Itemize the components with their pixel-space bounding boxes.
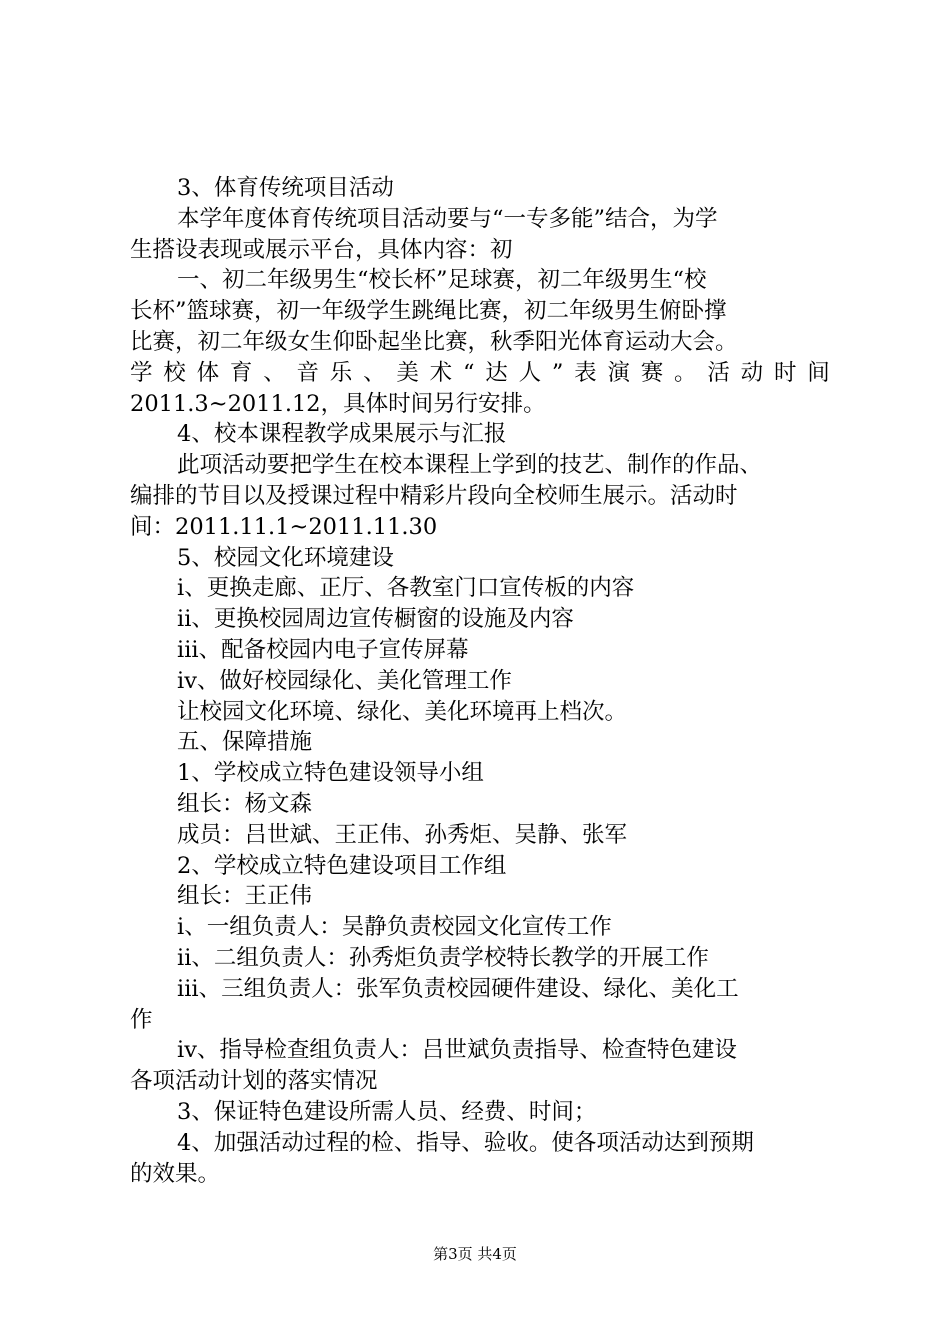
document-body: [130, 173, 830, 1189]
text-line: 成员：吕世斌、王正伟、孙秀炬、吴静、张军: [177, 821, 628, 848]
text-line: 3、保证特色建设所需人员、经费、时间；: [177, 1098, 597, 1125]
text-line: i、更换走廊、正厅、各教室门口宣传板的内容: [177, 575, 635, 602]
text-line: 生搭设表现或展示平台，具体内容：初: [130, 236, 513, 263]
text-line: iv、做好校园绿化、美化管理工作: [177, 667, 512, 694]
text-line: iv、指导检查组负责人：吕世斌负责指导、检查特色建设: [177, 1037, 737, 1064]
text-line: 3、体育传统项目活动: [177, 175, 394, 201]
text-line: 长杯”篮球赛，初一年级学生跳绳比赛，初二年级男生俯卧撑: [130, 298, 727, 325]
text-line: 的效果。: [130, 1160, 221, 1187]
text-line: 组长：王正伟: [177, 883, 313, 910]
text-line: 2、学校成立特色建设项目工作组: [177, 852, 507, 879]
text-line: 4、校本课程教学成果展示与汇报: [177, 421, 507, 448]
page-footer: 第3页 共4页: [433, 1245, 517, 1263]
text-line: 此项活动要把学生在校本课程上学到的技艺、制作的作品、: [177, 452, 763, 479]
text-line: 组长：杨文森: [177, 790, 313, 817]
text-line: 各项活动计划的落实情况: [130, 1068, 378, 1095]
text-line: 编排的节目以及授课过程中精彩片段向全校师生展示。活动时: [130, 482, 738, 509]
text-line: 让校园文化环境、绿化、美化环境再上档次。: [177, 698, 628, 725]
text-line: 5、校园文化环境建设: [177, 544, 394, 571]
text-line: iii、配备校园内电子宣传屏幕: [177, 636, 469, 663]
text-line: 间：2011.11.1~2011.11.30: [130, 513, 438, 540]
text-line: 一、初二年级男生“校长杯”足球赛，初二年级男生“校: [177, 267, 707, 294]
text-line: ii、二组负责人：孙秀炬负责学校特长教学的开展工作: [177, 944, 709, 971]
text-line: 比赛，初二年级女生仰卧起坐比赛，秋季阳光体育运动大会。: [130, 328, 738, 355]
text-line: iii、三组负责人：张军负责校园硬件建设、绿化、美化工: [177, 975, 739, 1002]
text-line: ii、更换校园周边宣传橱窗的设施及内容: [177, 606, 574, 633]
text-line: 学 校 体 育 、 音 乐 、 美 术 “ 达 人 ” 表 演 赛 。 活 动 时 间: [130, 359, 830, 386]
text-line: 1、学校成立特色建设领导小组: [177, 760, 484, 787]
text-line: 五、保障措施: [177, 729, 313, 756]
text-line: 4、加强活动过程的检、指导、验收。使各项活动达到预期: [177, 1129, 754, 1156]
text-line: 2011.3~2011.12，具体时间另行安排。: [130, 390, 546, 417]
text-line: 作: [130, 1006, 153, 1033]
text-line: 本学年度体育传统项目活动要与“一专多能”结合，为学: [177, 205, 718, 232]
text-line: i、一组负责人：吴静负责校园文化宣传工作: [177, 914, 612, 941]
